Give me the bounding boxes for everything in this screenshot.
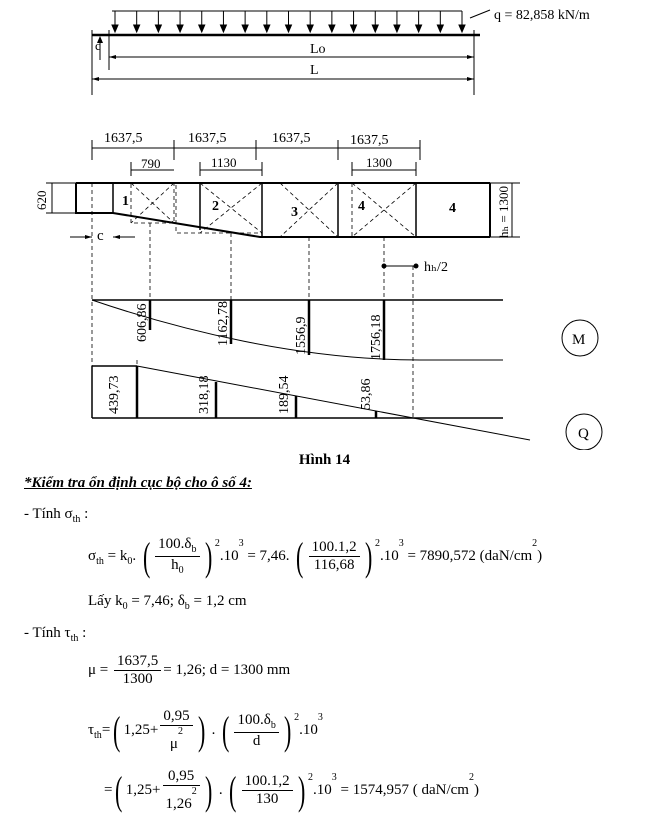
load-arrow-head	[112, 25, 118, 32]
load-arrow-head	[351, 25, 357, 32]
mu-formula: μ = $\frac{1637,5}{1300}$ = 1,26; d = 1300 mm	[88, 653, 291, 687]
load-arrow-head	[459, 25, 465, 32]
load-arrow-head	[329, 25, 335, 32]
girder-outline	[76, 183, 490, 237]
load-arrow-head	[394, 25, 400, 32]
load-arrow-head	[307, 25, 313, 32]
moment-value-3: 1556,9	[294, 316, 309, 355]
moment-value-2: 1162,78	[216, 301, 231, 346]
sigma-formula: $\sigma_{th} = k_0$. ( $\frac{100.\delta_b}{h_0}$ ) $^2.10^3 = 7,46$. ( $\frac{100.1,2}{116,68}$ ) $^2.10^3 = 7890,572$ $(daN/cm^2)$	[88, 533, 543, 579]
panel-width-4: 1637,5	[350, 133, 389, 148]
panel-number-4a: 4	[358, 199, 365, 214]
panel-width-1: 1637,5	[104, 131, 143, 146]
tau-intro: - Tính $\tau_{th}$ :	[24, 625, 87, 644]
load-arrow-head	[286, 25, 292, 32]
load-arrow-head	[372, 25, 378, 32]
moment-value-1: 606,86	[135, 303, 150, 342]
spacing-1130: 1130	[211, 155, 237, 170]
shear-value-3: 189,54	[277, 375, 292, 414]
figure-caption: Hình 14	[298, 452, 351, 468]
height-620: 620	[34, 190, 49, 210]
section-heading: *Kiểm tra ổn định cục bộ cho ô số 4:	[24, 475, 252, 491]
c-label-top: c	[95, 38, 101, 53]
spacing-1300: 1300	[366, 155, 392, 170]
load-arrow-head	[134, 25, 140, 32]
shear-line	[137, 366, 530, 440]
load-arrow-head	[177, 25, 183, 32]
hb-half-label: hₕ/2	[424, 260, 448, 275]
l-label: L	[310, 63, 319, 78]
shear-value-2: 318,18	[197, 375, 212, 414]
load-arrow-head	[242, 25, 248, 32]
panel-number-4b: 4	[449, 201, 456, 216]
tau-formula: $\tau_{th}=$( 1,25+ $\frac{0,95}{\mu^2}$ ) . ( $\frac{100.\delta_b}{d}$ ) $^2.10^3$	[88, 707, 323, 753]
load-arrow-head	[437, 25, 443, 32]
moment-circle-label: M	[572, 332, 586, 348]
shear-circle-label: Q	[578, 426, 589, 442]
panel-width-2: 1637,5	[188, 131, 227, 146]
panel-number-2: 2	[212, 199, 219, 214]
moment-value-4: 1756,18	[369, 314, 384, 360]
tau-result-formula: =( 1,25+ $\frac{0,95}{1,26^2}$ ) . ( $\frac{100.1,2}{130}$ ) $^2.10^3 = 1574,957$ ( daN/$cm^2$)	[104, 767, 479, 813]
panel-width-3: 1637,5	[272, 131, 311, 146]
panel-number-3: 3	[291, 205, 298, 220]
hb-label: hₕ = 1300	[496, 186, 511, 238]
shear-value-4: 53,86	[359, 378, 374, 410]
sigma-intro: - Tính $\sigma_{th}$ :	[24, 506, 89, 525]
sigma-note: Lấy $k_0 = 7,46$; $\delta_b = 1,2$ cm	[88, 593, 247, 612]
c-label-bottom: c	[97, 228, 104, 244]
spacing-790: 790	[141, 156, 161, 171]
load-arrow-head	[155, 25, 161, 32]
load-arrow-head	[199, 25, 205, 32]
load-arrow-head	[416, 25, 422, 32]
load-arrow-head	[220, 25, 226, 32]
lo-label: Lo	[310, 42, 326, 57]
panel-number-1: 1	[122, 194, 129, 209]
load-arrow-head	[264, 25, 270, 32]
shear-value-1: 439,73	[107, 375, 122, 414]
load-label: q = 82,858 kN/m	[494, 8, 590, 23]
